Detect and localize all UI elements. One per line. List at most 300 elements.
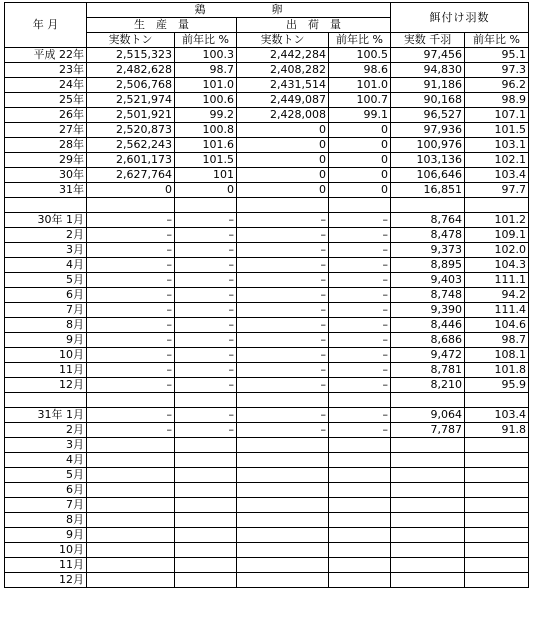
cell-prod	[87, 483, 175, 498]
cell-ship	[237, 438, 329, 453]
cell-prod	[87, 498, 175, 513]
cell-chick	[391, 528, 465, 543]
row-label: 31年 1月	[5, 408, 87, 423]
table-row	[5, 213, 529, 228]
cell-chick-yoy	[465, 438, 529, 453]
cell-ship: –	[237, 228, 329, 243]
cell-chick: 103,136	[391, 153, 465, 168]
row-label: 11月	[5, 558, 87, 573]
row-label: 10月	[5, 543, 87, 558]
header-year-month: 年 月	[5, 3, 87, 48]
cell-prod: –	[87, 258, 175, 273]
cell-ship-yoy	[329, 528, 391, 543]
row-label: 9月	[5, 528, 87, 543]
cell-prod	[87, 468, 175, 483]
cell-chick-yoy: 95.1	[465, 48, 529, 63]
cell-ship	[237, 573, 329, 588]
cell-ship: –	[237, 318, 329, 333]
cell-prod-yoy: 99.2	[175, 108, 237, 123]
table-row	[5, 123, 529, 138]
cell-ship-yoy: –	[329, 243, 391, 258]
cell-ship-yoy	[329, 558, 391, 573]
cell-prod-yoy: –	[175, 243, 237, 258]
cell-prod	[87, 543, 175, 558]
cell-chick-yoy: 111.4	[465, 303, 529, 318]
table-row	[5, 513, 529, 528]
cell-chick-yoy	[465, 468, 529, 483]
cell-prod-yoy: 100.6	[175, 93, 237, 108]
header-chicks: 餌付け羽数	[391, 3, 529, 33]
cell-ship-yoy: –	[329, 258, 391, 273]
cell-chick-yoy	[465, 513, 529, 528]
cell-ship	[237, 528, 329, 543]
cell-chick	[391, 468, 465, 483]
cell-prod-yoy: –	[175, 258, 237, 273]
cell-ship: 0	[237, 183, 329, 198]
empty-cell	[329, 393, 391, 408]
cell-chick-yoy	[465, 528, 529, 543]
cell-ship-yoy	[329, 468, 391, 483]
cell-ship: –	[237, 348, 329, 363]
cell-prod-yoy	[175, 438, 237, 453]
cell-prod: 2,506,768	[87, 78, 175, 93]
empty-cell	[87, 393, 175, 408]
cell-prod-yoy: –	[175, 273, 237, 288]
cell-chick-yoy: 104.6	[465, 318, 529, 333]
table-row	[5, 243, 529, 258]
cell-chick-yoy: 103.1	[465, 138, 529, 153]
cell-chick-yoy: 97.3	[465, 63, 529, 78]
cell-prod: 2,521,974	[87, 93, 175, 108]
cell-ship-yoy: –	[329, 288, 391, 303]
empty-cell	[175, 198, 237, 213]
cell-ship: –	[237, 213, 329, 228]
cell-chick	[391, 573, 465, 588]
cell-ship-yoy: –	[329, 423, 391, 438]
cell-chick: 8,781	[391, 363, 465, 378]
cell-chick-yoy: 102.1	[465, 153, 529, 168]
cell-chick-yoy: 103.4	[465, 168, 529, 183]
header-chick-yoy: 前年比 %	[465, 33, 529, 48]
cell-prod: –	[87, 303, 175, 318]
cell-chick: 100,976	[391, 138, 465, 153]
row-label: 3月	[5, 438, 87, 453]
row-label: 26年	[5, 108, 87, 123]
cell-chick-yoy: 107.1	[465, 108, 529, 123]
empty-cell	[175, 393, 237, 408]
cell-prod-yoy: –	[175, 213, 237, 228]
table-row	[5, 318, 529, 333]
cell-chick: 8,764	[391, 213, 465, 228]
cell-prod-yoy: –	[175, 363, 237, 378]
cell-chick	[391, 453, 465, 468]
cell-ship-yoy	[329, 498, 391, 513]
cell-ship: 2,431,514	[237, 78, 329, 93]
cell-chick-yoy	[465, 558, 529, 573]
row-label: 2月	[5, 423, 87, 438]
cell-prod-yoy: 100.8	[175, 123, 237, 138]
cell-chick-yoy: 98.7	[465, 333, 529, 348]
cell-prod-yoy: –	[175, 228, 237, 243]
cell-ship: –	[237, 378, 329, 393]
cell-prod-yoy	[175, 468, 237, 483]
cell-prod-yoy	[175, 498, 237, 513]
row-label: 4月	[5, 258, 87, 273]
cell-ship	[237, 498, 329, 513]
header-chicken-egg: 鶏 卵	[87, 3, 391, 18]
cell-chick-yoy: 101.5	[465, 123, 529, 138]
cell-ship-yoy	[329, 573, 391, 588]
cell-prod-yoy: 101.6	[175, 138, 237, 153]
cell-chick-yoy: 103.4	[465, 408, 529, 423]
cell-prod	[87, 558, 175, 573]
cell-prod: 2,601,173	[87, 153, 175, 168]
cell-prod: –	[87, 333, 175, 348]
cell-prod-yoy: –	[175, 348, 237, 363]
empty-cell	[329, 198, 391, 213]
cell-chick-yoy: 111.1	[465, 273, 529, 288]
cell-chick: 8,478	[391, 228, 465, 243]
table-row	[5, 93, 529, 108]
cell-chick-yoy: 109.1	[465, 228, 529, 243]
header-prod-yoy: 前年比 %	[175, 33, 237, 48]
cell-ship: –	[237, 303, 329, 318]
table-row	[5, 258, 529, 273]
header-production: 生 産 量	[87, 18, 237, 33]
cell-prod-yoy: –	[175, 408, 237, 423]
cell-chick-yoy	[465, 573, 529, 588]
header-chick-actual: 実数 千羽	[391, 33, 465, 48]
row-label: 7月	[5, 303, 87, 318]
cell-prod: –	[87, 423, 175, 438]
cell-prod-yoy: –	[175, 288, 237, 303]
cell-chick: 97,456	[391, 48, 465, 63]
table-row	[5, 138, 529, 153]
cell-prod-yoy	[175, 528, 237, 543]
cell-prod-yoy: –	[175, 378, 237, 393]
cell-chick: 8,446	[391, 318, 465, 333]
cell-chick-yoy: 108.1	[465, 348, 529, 363]
header-row-1	[5, 3, 529, 18]
empty-cell	[237, 198, 329, 213]
table-row	[5, 63, 529, 78]
cell-ship-yoy: –	[329, 228, 391, 243]
table-row	[5, 453, 529, 468]
row-label: 25年	[5, 93, 87, 108]
row-label: 28年	[5, 138, 87, 153]
cell-ship-yoy: 0	[329, 123, 391, 138]
cell-chick: 96,527	[391, 108, 465, 123]
cell-ship-yoy: –	[329, 303, 391, 318]
cell-ship-yoy	[329, 438, 391, 453]
empty-cell	[5, 198, 87, 213]
cell-ship: 2,442,284	[237, 48, 329, 63]
table-row	[5, 528, 529, 543]
table-row	[5, 108, 529, 123]
empty-cell	[5, 393, 87, 408]
table-row	[5, 423, 529, 438]
cell-chick: 9,403	[391, 273, 465, 288]
row-label: 5月	[5, 273, 87, 288]
row-label: 31年	[5, 183, 87, 198]
cell-ship: –	[237, 243, 329, 258]
cell-chick-yoy: 101.8	[465, 363, 529, 378]
cell-prod: 2,482,628	[87, 63, 175, 78]
table-row	[5, 348, 529, 363]
cell-prod-yoy: 98.7	[175, 63, 237, 78]
cell-prod: –	[87, 228, 175, 243]
row-label: 2月	[5, 228, 87, 243]
cell-ship-yoy: –	[329, 348, 391, 363]
table-row	[5, 303, 529, 318]
poultry-statistics-table	[4, 2, 529, 588]
row-label: 12月	[5, 378, 87, 393]
cell-prod-yoy: –	[175, 318, 237, 333]
cell-ship-yoy	[329, 453, 391, 468]
row-label: 8月	[5, 318, 87, 333]
cell-chick: 9,373	[391, 243, 465, 258]
cell-prod: –	[87, 318, 175, 333]
empty-cell	[465, 198, 529, 213]
header-ship-yoy: 前年比 %	[329, 33, 391, 48]
cell-ship	[237, 513, 329, 528]
cell-ship: –	[237, 273, 329, 288]
cell-ship	[237, 483, 329, 498]
spacer-row	[5, 393, 529, 408]
row-label: 4月	[5, 453, 87, 468]
cell-ship-yoy: 100.5	[329, 48, 391, 63]
table-row	[5, 228, 529, 243]
cell-prod: –	[87, 408, 175, 423]
cell-chick: 7,787	[391, 423, 465, 438]
cell-chick: 16,851	[391, 183, 465, 198]
cell-prod-yoy: 0	[175, 183, 237, 198]
cell-chick-yoy	[465, 483, 529, 498]
cell-ship-yoy: –	[329, 318, 391, 333]
cell-prod-yoy	[175, 543, 237, 558]
cell-prod-yoy: –	[175, 303, 237, 318]
cell-prod-yoy	[175, 483, 237, 498]
cell-ship: –	[237, 288, 329, 303]
cell-ship: 2,408,282	[237, 63, 329, 78]
cell-chick: 8,686	[391, 333, 465, 348]
cell-chick: 9,390	[391, 303, 465, 318]
cell-ship-yoy	[329, 543, 391, 558]
cell-prod: –	[87, 213, 175, 228]
cell-chick-yoy: 91.8	[465, 423, 529, 438]
table-row	[5, 363, 529, 378]
cell-chick: 8,210	[391, 378, 465, 393]
row-label: 平成 22年	[5, 48, 87, 63]
cell-ship-yoy: 0	[329, 183, 391, 198]
table-row	[5, 543, 529, 558]
cell-ship: –	[237, 258, 329, 273]
cell-prod-yoy: –	[175, 333, 237, 348]
cell-chick-yoy: 102.0	[465, 243, 529, 258]
cell-ship: 0	[237, 153, 329, 168]
cell-chick-yoy: 98.9	[465, 93, 529, 108]
cell-chick-yoy: 97.7	[465, 183, 529, 198]
cell-prod	[87, 573, 175, 588]
cell-prod	[87, 453, 175, 468]
cell-chick-yoy: 104.3	[465, 258, 529, 273]
cell-chick	[391, 558, 465, 573]
cell-prod-yoy: 100.3	[175, 48, 237, 63]
cell-prod-yoy: 101.0	[175, 78, 237, 93]
table-row	[5, 378, 529, 393]
table-row	[5, 498, 529, 513]
cell-chick	[391, 438, 465, 453]
row-label: 3月	[5, 243, 87, 258]
table-row	[5, 573, 529, 588]
cell-chick-yoy: 101.2	[465, 213, 529, 228]
cell-prod: –	[87, 288, 175, 303]
table-row	[5, 48, 529, 63]
cell-ship-yoy: –	[329, 378, 391, 393]
cell-prod-yoy: 101	[175, 168, 237, 183]
row-label: 27年	[5, 123, 87, 138]
cell-ship	[237, 558, 329, 573]
cell-prod: 2,627,764	[87, 168, 175, 183]
row-label: 7月	[5, 498, 87, 513]
cell-prod: –	[87, 378, 175, 393]
cell-ship-yoy	[329, 483, 391, 498]
cell-ship-yoy: 100.7	[329, 93, 391, 108]
cell-prod-yoy: 101.5	[175, 153, 237, 168]
table-row	[5, 168, 529, 183]
cell-prod: 0	[87, 183, 175, 198]
cell-chick-yoy: 94.2	[465, 288, 529, 303]
table-row	[5, 273, 529, 288]
cell-chick: 90,168	[391, 93, 465, 108]
cell-ship-yoy: –	[329, 273, 391, 288]
cell-prod: –	[87, 348, 175, 363]
row-label: 29年	[5, 153, 87, 168]
cell-prod: 2,515,323	[87, 48, 175, 63]
cell-ship: 2,428,008	[237, 108, 329, 123]
cell-prod	[87, 513, 175, 528]
cell-ship-yoy: 99.1	[329, 108, 391, 123]
empty-cell	[391, 393, 465, 408]
cell-ship: –	[237, 333, 329, 348]
cell-chick: 97,936	[391, 123, 465, 138]
cell-prod-yoy	[175, 453, 237, 468]
cell-ship: –	[237, 423, 329, 438]
row-label: 24年	[5, 78, 87, 93]
row-label: 10月	[5, 348, 87, 363]
cell-ship	[237, 543, 329, 558]
cell-ship-yoy: 101.0	[329, 78, 391, 93]
cell-ship: 2,449,087	[237, 93, 329, 108]
table-row	[5, 408, 529, 423]
cell-chick: 9,472	[391, 348, 465, 363]
cell-chick: 94,830	[391, 63, 465, 78]
table-row	[5, 153, 529, 168]
row-label: 9月	[5, 333, 87, 348]
cell-chick	[391, 483, 465, 498]
empty-cell	[391, 198, 465, 213]
cell-chick: 9,064	[391, 408, 465, 423]
empty-cell	[237, 393, 329, 408]
cell-prod-yoy: –	[175, 423, 237, 438]
row-label: 5月	[5, 468, 87, 483]
cell-ship: 0	[237, 168, 329, 183]
cell-ship: 0	[237, 138, 329, 153]
row-label: 6月	[5, 483, 87, 498]
cell-chick: 8,748	[391, 288, 465, 303]
cell-prod-yoy	[175, 558, 237, 573]
cell-ship	[237, 468, 329, 483]
empty-cell	[465, 393, 529, 408]
cell-prod-yoy	[175, 513, 237, 528]
cell-prod: –	[87, 273, 175, 288]
row-label: 23年	[5, 63, 87, 78]
cell-ship	[237, 453, 329, 468]
cell-prod-yoy	[175, 573, 237, 588]
table-row	[5, 438, 529, 453]
cell-chick-yoy	[465, 498, 529, 513]
cell-prod: 2,501,921	[87, 108, 175, 123]
cell-prod: –	[87, 363, 175, 378]
cell-ship-yoy: –	[329, 213, 391, 228]
cell-chick	[391, 513, 465, 528]
cell-ship: –	[237, 363, 329, 378]
cell-chick	[391, 498, 465, 513]
row-label: 12月	[5, 573, 87, 588]
table-row	[5, 78, 529, 93]
cell-prod: 2,562,243	[87, 138, 175, 153]
cell-chick: 106,646	[391, 168, 465, 183]
cell-chick-yoy	[465, 453, 529, 468]
cell-ship-yoy: –	[329, 363, 391, 378]
cell-chick-yoy	[465, 543, 529, 558]
cell-ship: –	[237, 408, 329, 423]
table-row	[5, 483, 529, 498]
cell-chick: 8,895	[391, 258, 465, 273]
cell-ship-yoy: 98.6	[329, 63, 391, 78]
table-row	[5, 333, 529, 348]
cell-prod	[87, 528, 175, 543]
spacer-row	[5, 198, 529, 213]
cell-chick-yoy: 95.9	[465, 378, 529, 393]
empty-cell	[87, 198, 175, 213]
row-label: 30年	[5, 168, 87, 183]
table-row	[5, 468, 529, 483]
cell-ship-yoy: 0	[329, 153, 391, 168]
table-row	[5, 183, 529, 198]
cell-chick-yoy: 96.2	[465, 78, 529, 93]
cell-prod: –	[87, 243, 175, 258]
row-label: 11月	[5, 363, 87, 378]
cell-ship: 0	[237, 123, 329, 138]
cell-ship-yoy	[329, 513, 391, 528]
cell-ship-yoy: –	[329, 333, 391, 348]
cell-ship-yoy: –	[329, 408, 391, 423]
header-ship-actual: 実数トン	[237, 33, 329, 48]
row-label: 8月	[5, 513, 87, 528]
row-label: 6月	[5, 288, 87, 303]
cell-chick: 91,186	[391, 78, 465, 93]
header-shipment: 出 荷 量	[237, 18, 391, 33]
cell-ship-yoy: 0	[329, 168, 391, 183]
cell-prod: 2,520,873	[87, 123, 175, 138]
cell-prod	[87, 438, 175, 453]
cell-chick	[391, 543, 465, 558]
row-label: 30年 1月	[5, 213, 87, 228]
cell-ship-yoy: 0	[329, 138, 391, 153]
table-row	[5, 288, 529, 303]
table-row	[5, 558, 529, 573]
